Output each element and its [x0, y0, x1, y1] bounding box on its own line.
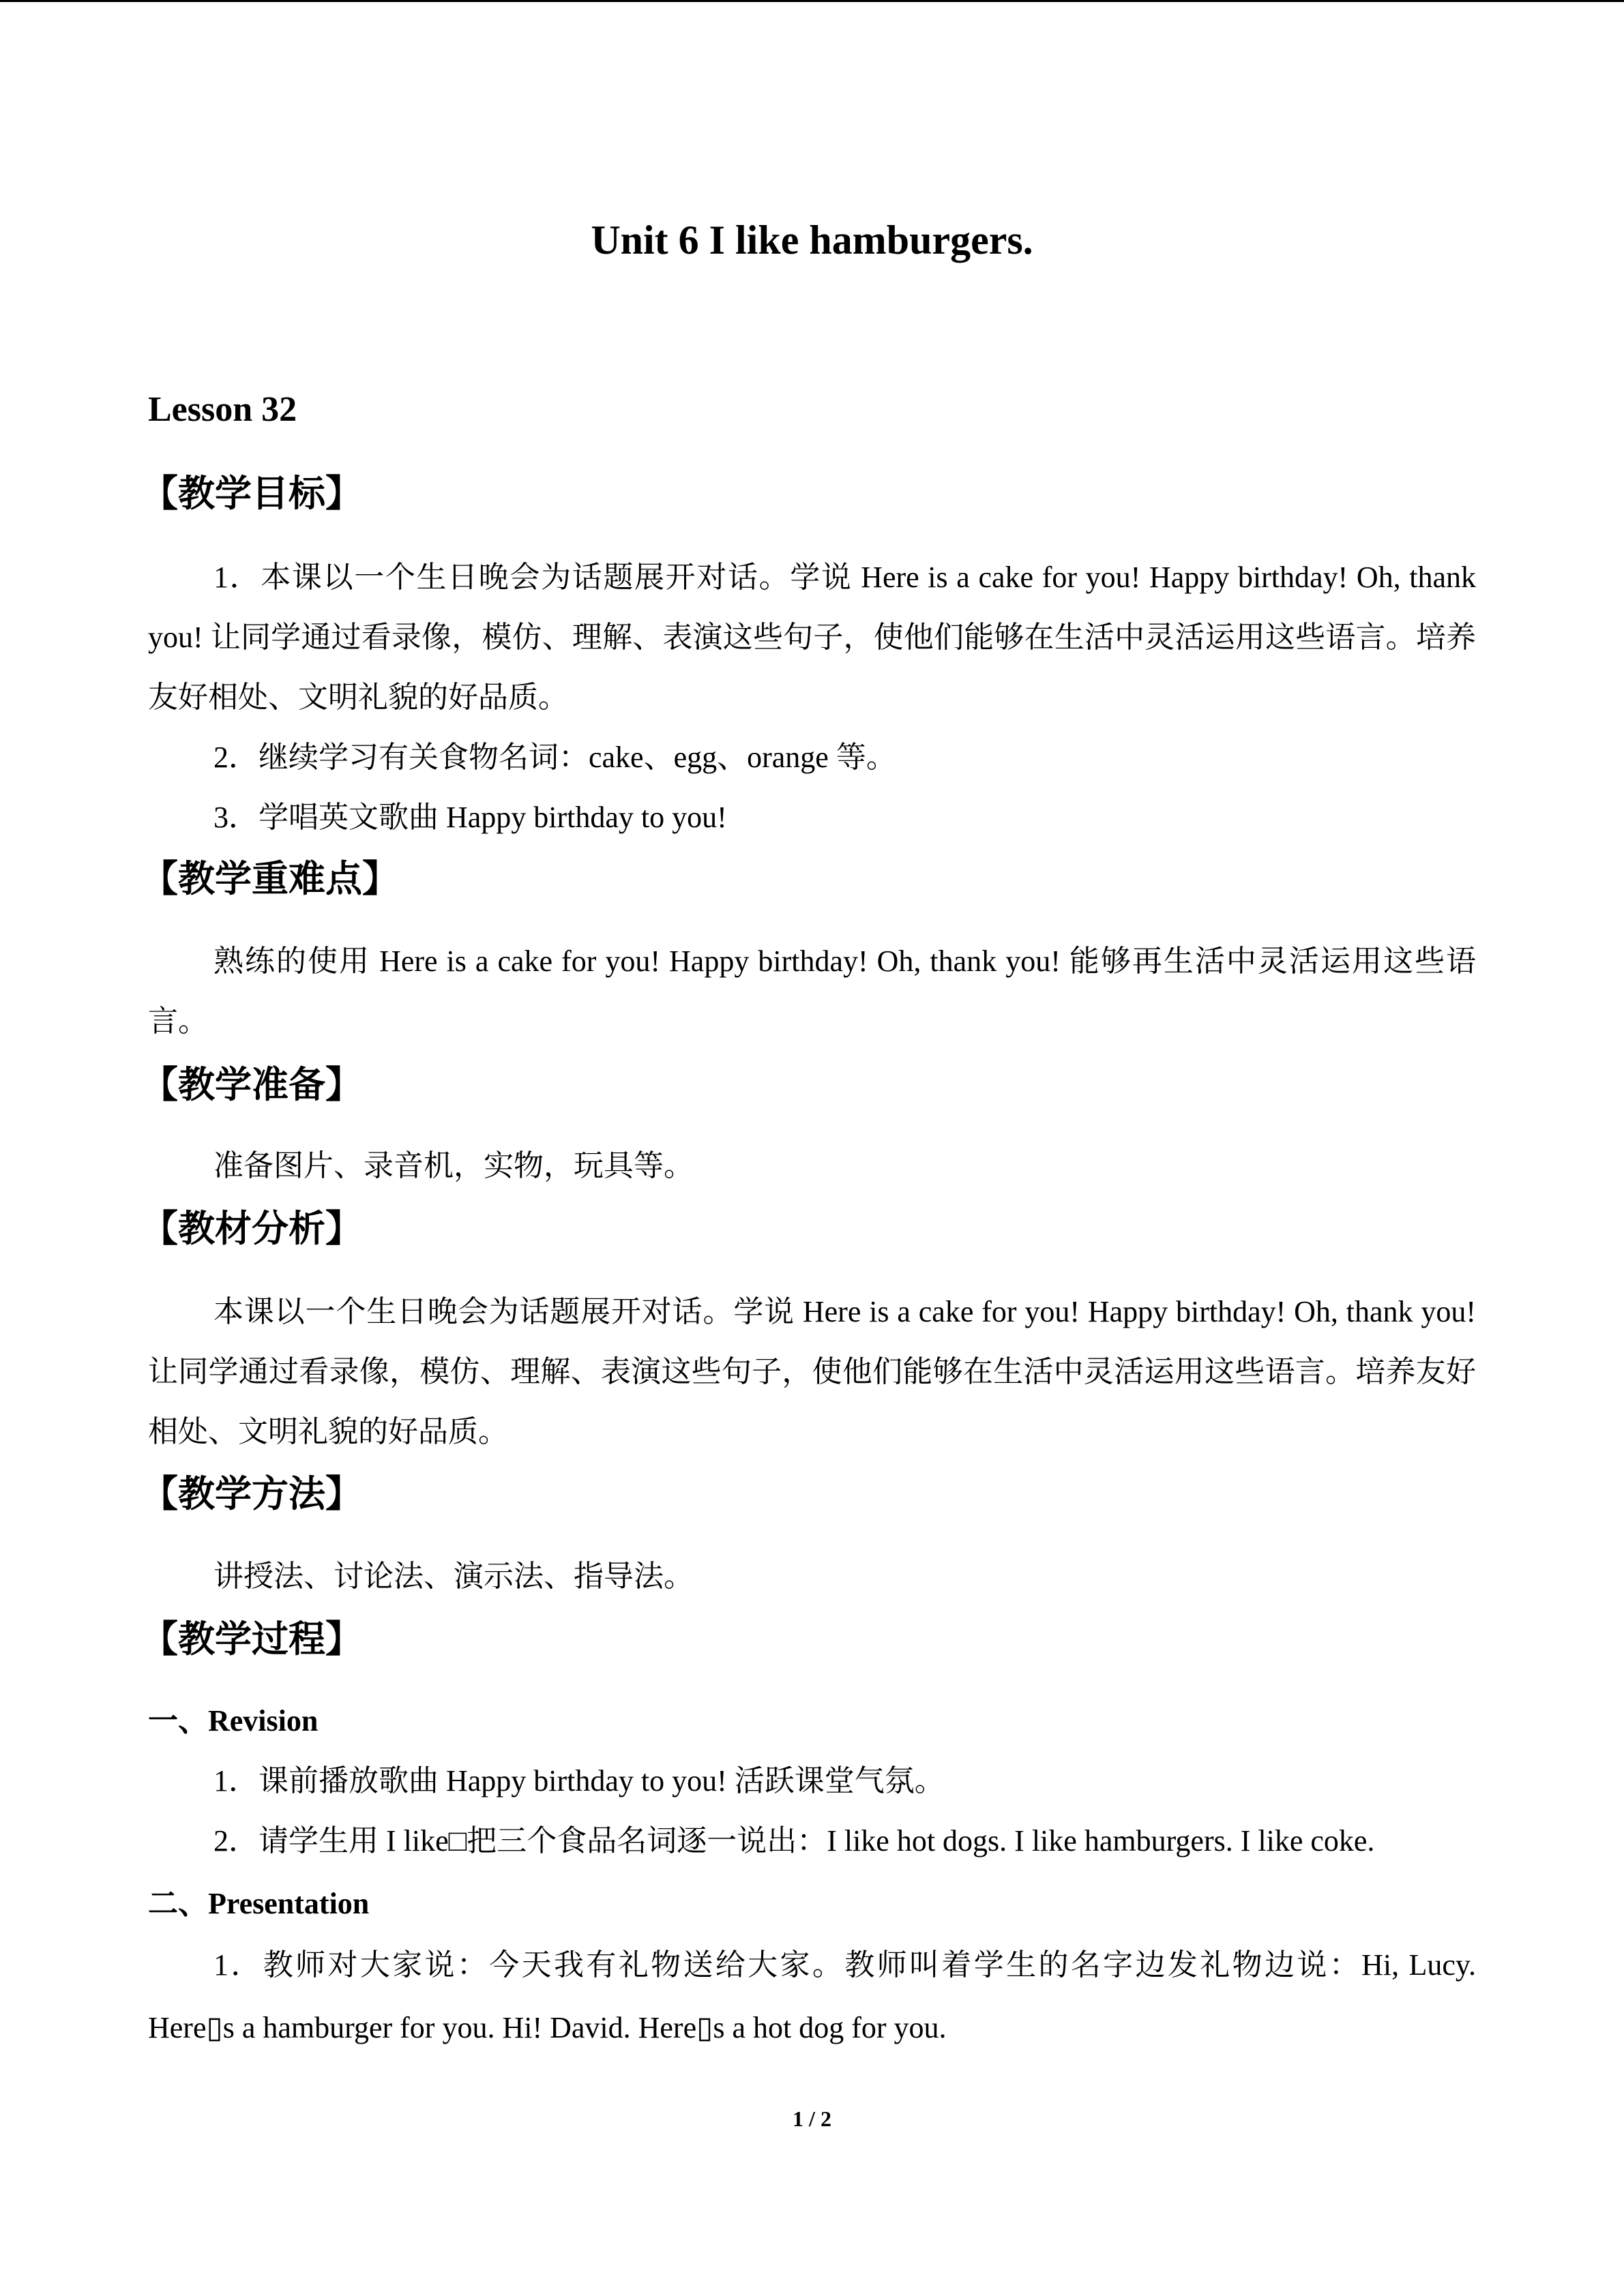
section-heading-goals: 【教学目标】 [141, 472, 362, 515]
goals-paragraph-1: 1．本课以一个生日晚会为话题展开对话。学说 Here is a cake for you! Happy birthday! Oh, thank you! 让同学通过看录像，模仿、理解、表演这些句子，使他们能够在生活中灵活运用这些语言。培养友好相处、文明礼貌的好品质。 [148, 561, 1476, 714]
section-heading-process: 【教学过程】 [141, 1617, 362, 1660]
section-heading-methods: 【教学方法】 [141, 1472, 362, 1515]
presentation-item-1: 1．教师对大家说：今天我有礼物送给大家。教师叫着学生的名字边发礼物边说：Hi, Lucy. Here▯s a hamburger for you. Hi! David. Here▯s a hot dog for you. [148, 1948, 1476, 2044]
revision-heading: 一、Revision [148, 1704, 319, 1738]
presentation-heading: 二、Presentation [148, 1887, 370, 1920]
document-title: Unit 6 I like hamburgers. [591, 218, 1033, 263]
goals-paragraph-2: 2．继续学习有关食物名词：cake、egg、orange 等。 [213, 741, 896, 774]
section-heading-analysis: 【教材分析】 [141, 1207, 362, 1250]
lesson-heading: Lesson 32 [148, 390, 297, 429]
goals-paragraph-3: 3．学唱英文歌曲 Happy birthday to you! [213, 801, 727, 834]
methods-paragraph: 讲授法、讨论法、演示法、指导法。 [213, 1560, 694, 1593]
top-border [0, 0, 1624, 2]
revision-item-2: 2．请学生用 I like□把三个食品名词逐一说出：I like hot dogs. I like hamburgers. I like coke. [213, 1824, 1375, 1858]
analysis-paragraph: 本课以一个生日晚会为话题展开对话。学说 Here is a cake for you! Happy birthday! Oh, thank you! 让同学通过看录像，模仿、理解、表演这些句子，使他们能够在生活中灵活运用这些语言。培养友好相处、文明礼貌的好品质。 [148, 1295, 1476, 1448]
section-heading-preparation: 【教学准备】 [141, 1063, 362, 1106]
key-points-paragraph: 熟练的使用 Here is a cake for you! Happy birthday! Oh, thank you! 能够再生活中灵活运用这些语言。 [148, 944, 1476, 1038]
revision-item-1: 1．课前播放歌曲 Happy birthday to you! 活跃课堂气氛。 [213, 1764, 945, 1798]
preparation-paragraph: 准备图片、录音机，实物，玩具等。 [213, 1149, 694, 1182]
section-heading-key-points: 【教学重难点】 [141, 857, 399, 900]
page-number: 1 / 2 [793, 2106, 831, 2131]
